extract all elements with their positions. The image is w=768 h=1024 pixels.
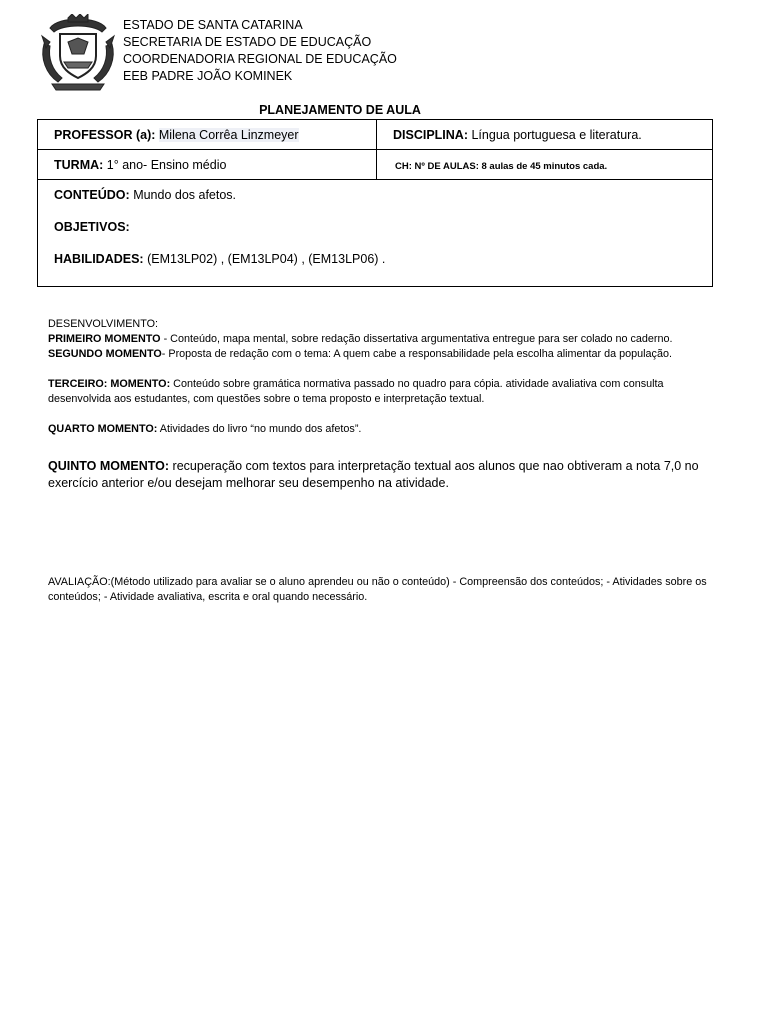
segundo-text: - Proposta de redação com o tema: A quem cabe a responsabilidade pela escolha alimentar da população. xyxy=(161,348,672,360)
header-coordenadoria: COORDENADORIA REGIONAL DE EDUCAÇÃO xyxy=(123,52,397,66)
header-secretaria: SECRETARIA DE ESTADO DE EDUCAÇÃO xyxy=(123,35,372,49)
primeiro-label: PRIMEIRO MOMENTO xyxy=(48,333,161,345)
objetivos-line xyxy=(54,220,712,235)
objetivos-label: OBJETIVOS: xyxy=(54,220,130,234)
institution-header xyxy=(123,17,397,85)
turma-value: 1° ano- Ensino médio xyxy=(106,157,227,172)
quinto-text: recuperação com textos para interpretação textual aos alunos que nao obtiveram a nota 7,0 no exercício anterior e/ou desejam melhorar seu desempenho na atividade. xyxy=(48,459,699,490)
habilidades-line xyxy=(54,252,712,267)
ch-cell xyxy=(377,150,713,180)
habilidades-label: HABILIDADES: xyxy=(54,252,144,266)
terceiro-momento xyxy=(48,377,718,407)
turma-cell xyxy=(38,150,377,180)
header-state: ESTADO DE SANTA CATARINA xyxy=(123,18,303,32)
primeiro-text: - Conteúdo, mapa mental, sobre redação dissertativa argumentativa entregue para ser colado no caderno. xyxy=(160,333,673,345)
segundo-momento xyxy=(48,347,718,362)
turma-label: TURMA: xyxy=(54,157,104,172)
habilidades-value: (EM13LP02) , (EM13LP04) , (EM13LP06) . xyxy=(147,252,386,266)
conteudo-line xyxy=(54,188,712,203)
conteudo-label: CONTEÚDO: xyxy=(54,188,130,202)
state-coat-of-arms-icon xyxy=(38,14,118,94)
ch-text: CH: Nº DE AULAS: 8 aulas de 45 minutos cada. xyxy=(395,160,608,172)
avaliacao-section xyxy=(48,575,718,605)
disciplina-label: DISCIPLINA: xyxy=(393,127,468,142)
terceiro-text: Conteúdo sobre gramática normativa passado no quadro para cópia. atividade avaliativa com consulta desenvolvida aos estudantes, com questões sobre o tema proposto e interpretação textual. xyxy=(48,378,664,405)
conteudo-value: Mundo dos afetos. xyxy=(133,188,237,202)
disciplina-cell xyxy=(377,120,713,150)
professor-label: PROFESSOR (a): xyxy=(54,127,156,142)
segundo-label: SEGUNDO MOMENTO xyxy=(48,348,162,360)
quarto-momento xyxy=(48,422,718,437)
page-title: PLANEJAMENTO DE AULA xyxy=(259,103,421,117)
desenvolvimento-section xyxy=(48,317,718,492)
disciplina-value: Língua portuguesa e literatura. xyxy=(471,127,642,142)
desenvolvimento-heading: DESENVOLVIMENTO: xyxy=(48,318,158,330)
professor-value: Milena Corrêa Linzmeyer xyxy=(158,127,299,142)
conteudo-cell xyxy=(38,180,713,287)
header-school: EEB PADRE JOÃO KOMINEK xyxy=(123,69,293,83)
lesson-info-table xyxy=(37,119,713,287)
terceiro-label: TERCEIRO: MOMENTO: xyxy=(48,378,171,390)
avaliacao-text: AVALIAÇÃO:(Método utilizado para avaliar se o aluno aprendeu ou não o conteúdo) - Compreensão dos conteúdos; - Atividades sobre os conteúdos; - Atividade avaliativa, escrita e oral quando necessário. xyxy=(48,576,707,603)
primeiro-momento xyxy=(48,332,718,347)
professor-cell xyxy=(38,120,377,150)
quarto-text: Atividades do livro “no mundo dos afetos”. xyxy=(157,423,362,435)
quarto-label: QUARTO MOMENTO: xyxy=(48,423,158,435)
quinto-momento xyxy=(48,458,718,492)
quinto-label: QUINTO MOMENTO: xyxy=(48,459,170,473)
